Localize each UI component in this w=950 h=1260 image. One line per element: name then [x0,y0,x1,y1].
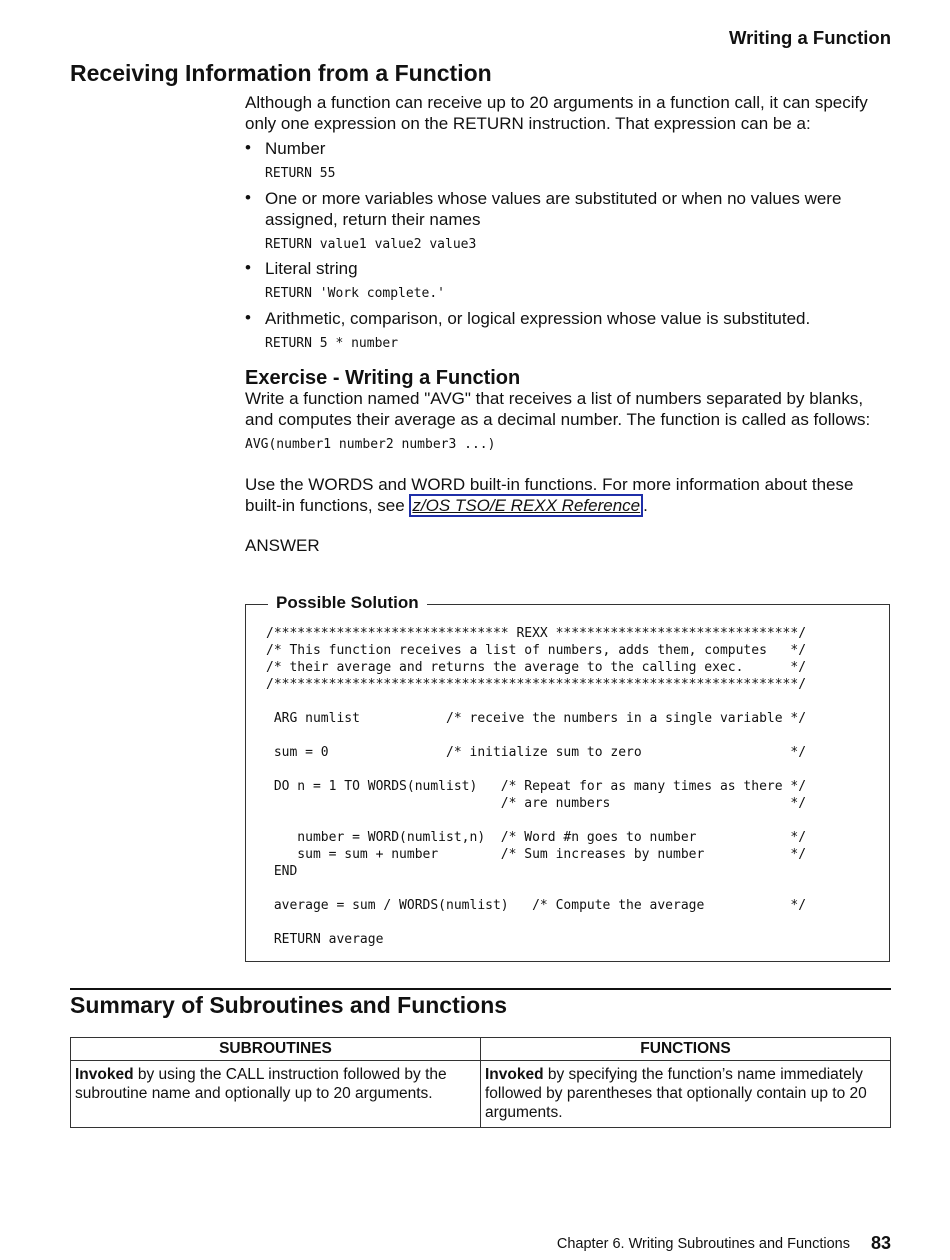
exercise-title: Exercise - Writing a Function [245,367,521,389]
bullet-number-text: Number [265,139,326,158]
hint-paragraph [245,474,853,516]
possible-solution-box [245,593,890,962]
functions-header: FUNCTIONS [481,1038,891,1061]
exercise-line-1: Write a function named "AVG" that receives a list of numbers separated by blanks, [245,389,864,408]
hint-line-2 [245,495,853,516]
bullet-marker: • [245,188,251,207]
code-return-expression: RETURN 5 * number [265,336,399,351]
code-return-variables: RETURN value1 value2 value3 [265,237,477,252]
bullet-variables-line-2: assigned, return their names [265,210,481,229]
hint-line-1: Use the WORDS and WORD built-in functions. For more information about these [245,475,854,494]
hint-suffix: . [643,496,648,515]
code-return-number: RETURN 55 [265,166,336,181]
page-number: 83 [870,1233,891,1253]
summary-table [70,1037,891,1128]
answer-label: ANSWER [245,536,320,555]
rexx-reference-link[interactable]: z/OS TSO/E REXX Reference [409,494,643,517]
bullet-marker: • [245,138,251,157]
code-avg-call: AVG(number1 number2 number3 ...) [245,437,496,452]
intro-line-2: only one expression on the RETURN instruction. That expression can be a: [245,114,811,133]
bullet-variables-text [265,188,841,230]
subroutines-description: by using the CALL instruction followed by the subroutine name and optionally up to 20 arguments. [75,1066,447,1102]
functions-keyword: Invoked [485,1066,544,1083]
summary-title: Summary of Subroutines and Functions [70,992,508,1018]
footer-chapter: Chapter 6. Writing Subroutines and Functions [556,1236,850,1252]
bullet-marker: • [245,308,251,327]
functions-description: by specifying the function’s name immediately followed by parentheses that optionally contain up to 20 arguments. [485,1066,867,1121]
bullet-literal-text: Literal string [265,259,358,278]
subroutines-cell [71,1061,481,1128]
table-row [71,1061,891,1128]
intro-line-1: Although a function can receive up to 20 arguments in a function call, it can specify [245,93,868,112]
section-title-receiving: Receiving Information from a Function [70,60,492,86]
bullet-marker: • [245,258,251,277]
running-header: Writing a Function [728,27,891,48]
exercise-line-2: and computes their average as a decimal number. The function is called as follows: [245,410,871,429]
hint-prefix: built-in functions, see [245,496,410,515]
code-return-literal: RETURN 'Work complete.' [265,286,446,301]
section-divider [70,988,891,990]
functions-cell [481,1061,891,1128]
exercise-paragraph [245,388,870,430]
subroutines-keyword: Invoked [75,1066,134,1083]
subroutines-header: SUBROUTINES [71,1038,481,1061]
table-header-row [71,1038,891,1061]
bullet-expression-text: Arithmetic, comparison, or logical expression whose value is substituted. [265,309,811,328]
solution-code: /****************************** REXX *******************************/ /* This function receives a list of numbers, adds them, computes */ /* their average and returns the average to the calling exec. */ /*******************************************************************/ ARG numlist /* receive the numbers in a single variable */ sum = 0 /* initialize sum to zero */ DO n = 1 TO WORDS(numlist) /* Repeat for as many times as there */ /* are numbers */ number = WORD(numlist,n) /* Word #n goes to number */ sum = sum + number /* Sum increases by number */ END average = sum / WORDS(numlist) /* Compute the average */ RETURN average [266,626,807,947]
solution-title: Possible Solution [268,593,427,613]
bullet-variables-line-1: One or more variables whose values are substituted or when no values were [265,189,842,208]
intro-paragraph [245,92,868,134]
